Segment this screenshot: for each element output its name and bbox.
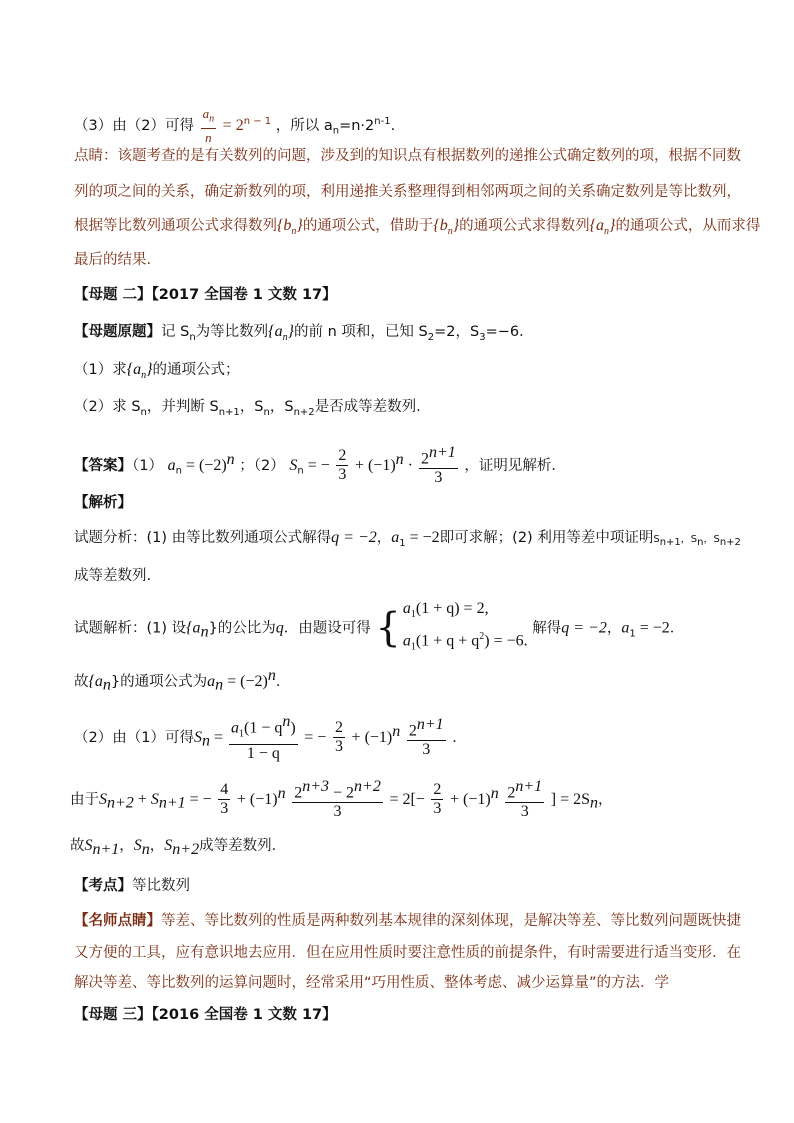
- math: $\{a_n\}$: [589, 217, 616, 238]
- text: 2: [334, 719, 343, 737]
- text: ，S: [269, 399, 294, 415]
- text: ): [290, 719, 296, 737]
- text: ，S: [703, 534, 720, 545]
- text: 2: [294, 784, 303, 802]
- text: b: [439, 217, 448, 234]
- text: S: [653, 534, 660, 545]
- text: 3: [333, 803, 342, 821]
- text: 的通项公式，从而求得: [615, 218, 761, 234]
- conclusion-line: 故$S_{n+1}$，$S_n$，$S_{n+2}$成等差数列．: [70, 837, 287, 858]
- small-math: $S_{n+1}$，$S_n$，$S_{n+2}$: [653, 534, 741, 548]
- text: a: [207, 672, 216, 690]
- text: ，证明见解析．: [464, 457, 566, 474]
- since-line: 由于$S_{n+2} + S_{n+1}$ = − $\frac{4}{3}$ + $(-1)^n$ $\frac{2^{n+3} - 2^{n+2}}{3}$ = 2[− $\frac{2}{3}$ + $(-1)^n$ $\frac{2^{n+1}}{3}$ ] = $2S_n$，: [70, 778, 613, 821]
- text: ] = 2S: [550, 790, 590, 808]
- text: 是否成等差数列.: [314, 399, 421, 415]
- text: = (−2): [181, 456, 227, 474]
- text: + (−1): [354, 456, 396, 474]
- text: 故: [70, 838, 85, 854]
- fraction: [419, 444, 458, 487]
- kaodian-line: [74, 876, 190, 896]
- text: 等比数列: [132, 878, 190, 894]
- text: 2: [338, 447, 347, 465]
- question-part-1: [74, 360, 240, 386]
- general-term-line: 故$\{a_n\}$的通项公式为$a_n = (-2)^n$．: [74, 667, 291, 694]
- math: $\{a_n\}$: [126, 361, 153, 382]
- text: + (−1): [351, 728, 393, 746]
- text: = 2[−: [389, 790, 425, 808]
- text: 【2016 全国卷 1 文数 17】: [151, 1007, 337, 1023]
- text: 3: [434, 469, 443, 487]
- text: a: [391, 529, 400, 546]
- equation-system: $a_1(1 + q) = 2$, $a_1(1 + q + q^2) = -6$.: [402, 600, 528, 653]
- text: (1 + q) = 2,: [415, 600, 489, 617]
- text: =n·2: [339, 117, 375, 134]
- text: n − 1: [243, 116, 272, 127]
- text: n+1: [428, 444, 456, 462]
- text: 3: [422, 741, 431, 759]
- text: 的通项公式；: [152, 362, 240, 378]
- text: 故: [74, 673, 89, 690]
- text: 的通项公式，借助于: [302, 218, 434, 234]
- text: n: [395, 451, 404, 468]
- text: (1 + q + q: [415, 632, 480, 650]
- text: S: [289, 456, 298, 474]
- text: 3: [338, 466, 347, 484]
- fraction: [218, 781, 230, 818]
- text: = 2: [222, 116, 244, 134]
- text: }的通项公式为: [110, 673, 208, 690]
- text: a: [402, 600, 411, 617]
- text: ；（2）: [239, 457, 285, 474]
- text: a: [202, 105, 210, 121]
- math: $\{b_n\}$: [433, 217, 460, 238]
- text: {a: [186, 619, 201, 637]
- text: n: [332, 125, 340, 137]
- text: （2）求 S: [74, 399, 141, 415]
- text: ·: [403, 456, 417, 474]
- dianjing-line-4: 最后的结果.: [74, 252, 152, 268]
- text: 2: [433, 781, 442, 799]
- text: 成等差数列．: [199, 838, 287, 854]
- section-title-3: [74, 1005, 337, 1025]
- fraction-an-over-n: [201, 105, 217, 148]
- text: b: [283, 217, 292, 234]
- text: 即可求解；(2) 利用等差中项证明: [439, 530, 654, 546]
- label: 【考点】: [74, 878, 132, 894]
- text: 【母题 三】: [74, 1007, 152, 1023]
- text: = −: [303, 456, 330, 474]
- analysis-label: 【解析】: [74, 495, 132, 511]
- answer-line: 【答案】（1） $a_n = (-2)^n$ ；（2） $S_n$ = − $\frac{2}{3}$ + $(-1)^n$ · $\frac{2^{n+1}}{3}$ ，证明见解析．: [74, 444, 566, 487]
- text: a: [596, 217, 605, 234]
- text: ，: [606, 620, 622, 637]
- text: 的通项公式求得数列: [459, 218, 590, 234]
- text: = (−2): [223, 672, 268, 690]
- part3-line: [74, 100, 395, 144]
- text: n: [226, 451, 235, 468]
- text: ．由题设可得: [283, 620, 371, 637]
- text: ，: [376, 530, 392, 546]
- text: n+3: [302, 778, 329, 796]
- label: 【答案】: [74, 457, 132, 474]
- section-title-2: [74, 285, 337, 305]
- text: 3: [334, 738, 343, 756]
- dianjing-line-1: 点睛：该题考查的是有关数列的问题，涉及到的知识点有根据数列的递推公式确定数列的项，根据不同数: [74, 148, 741, 164]
- part2-sum-line: （2）由（1）可得$S_n$ = $\frac{a_1(1 - q^n)}{1 - q}$ = − $\frac{2}{3}$ + $(-1)^n$ $\frac{2^{n+1}}{3}$ ．: [74, 713, 467, 762]
- text: + (−1): [450, 790, 491, 808]
- text: ，S: [239, 399, 264, 415]
- text: n+2: [354, 778, 381, 796]
- text: 【2017 全国卷 1 文数 17】: [151, 287, 337, 303]
- mingshi-line-3: 解决等差、等比数列的运算问题时，经常采用“巧用性质、整体考虑、减少运算量”的方法．学: [74, 975, 670, 991]
- text: 3: [220, 800, 229, 818]
- mingshi-line-2: 又方便的工具，应有意识地去应用．但在应用性质时要注意性质的前提条件，有时需要进行适当变形．在: [74, 945, 741, 961]
- text: ．: [669, 620, 685, 637]
- text: ，: [598, 791, 613, 808]
- text: = −2: [405, 529, 440, 546]
- text: q: [275, 619, 284, 637]
- text: 【母题 二】: [74, 287, 152, 303]
- text: 3: [479, 331, 486, 343]
- text: n: [189, 331, 196, 343]
- text: n+1: [218, 406, 240, 418]
- text: = −: [185, 790, 212, 808]
- text: ，: [119, 838, 134, 854]
- text: n-1: [374, 116, 391, 127]
- text: ，S: [680, 534, 698, 545]
- text: ，并判断 S: [146, 399, 219, 415]
- text: n+2: [293, 406, 315, 418]
- text: ．: [275, 673, 291, 690]
- text: ．: [452, 729, 467, 746]
- dianjing-line-2: 列的项之间的关系，确定新数列的项，利用递推关系整理得到相邻两项之间的关系确定数列是等比数列，: [74, 184, 741, 200]
- original-problem: [74, 322, 534, 348]
- fraction: [431, 781, 443, 818]
- text: a: [230, 719, 239, 737]
- text: ，所以 a: [275, 117, 333, 134]
- text: {a: [88, 672, 103, 690]
- brace: {: [375, 605, 401, 652]
- text: 2: [427, 331, 435, 343]
- analysis-line-1: 试题分析：(1) 由等比数列通项公式解得q = −2，$a_1 = -2$即可求解；(2) 利用等差中项证明$S_{n+1}$，$S_n$，$S_{n+2}$: [74, 529, 741, 549]
- dianjing-line-3: [74, 216, 760, 242]
- text: = −: [304, 728, 327, 746]
- analysis-line-2: 成等差数列.: [74, 568, 152, 584]
- fraction: [336, 447, 348, 484]
- fraction: [333, 719, 345, 756]
- text: （2）由（1）可得: [74, 729, 194, 746]
- text: 解得: [532, 620, 562, 637]
- fraction: $\frac{a_1(1 - q^n)}{1 - q}$: [230, 713, 296, 762]
- text: }的公比为: [208, 620, 276, 637]
- text: n: [205, 130, 212, 146]
- text: 1 − q: [246, 744, 280, 762]
- text: 根据等比数列通项公式求得数列: [74, 218, 277, 234]
- question-part-2: （2）求 $S_n$，并判断 $S_{n+1}$，$S_n$，$S_{n+2}$是否成等差数列.: [74, 399, 421, 418]
- math: $\{a_n\}$: [268, 323, 294, 344]
- text: n: [209, 113, 215, 125]
- text: 试题解析：(1) 设: [74, 620, 187, 637]
- text: =2，S: [434, 324, 480, 340]
- text: a: [402, 632, 411, 650]
- label: 【母题原题】: [74, 324, 161, 340]
- text: + (−1): [236, 790, 278, 808]
- text: 3: [433, 800, 442, 818]
- fraction: $\frac{2^{n+1}}{3}$: [408, 716, 444, 759]
- text: =−6．: [485, 324, 534, 340]
- text: （1）求: [74, 362, 127, 378]
- math: $\{b_n\}$: [277, 217, 303, 238]
- text: − 2: [329, 784, 355, 802]
- text: a: [621, 619, 630, 637]
- text: a: [167, 456, 176, 474]
- text: 2: [420, 450, 429, 468]
- fraction: $\frac{2^{n+1}}{3}$: [507, 778, 543, 821]
- mingshi-line-1: [74, 911, 741, 931]
- text: ，: [149, 838, 165, 854]
- text: .: [390, 117, 396, 134]
- text: 的前 n 项和，已知 S: [293, 324, 428, 340]
- text: = −2: [635, 619, 670, 637]
- text: （3）由（2）可得: [74, 117, 194, 134]
- text: 记 S: [161, 324, 190, 340]
- text: (1 − q: [243, 719, 283, 737]
- text: 为等比数列: [195, 324, 269, 340]
- solution-line-1: 试题解析：(1) 设$\{a_n\}$的公比为q．由题设可得 { $a_1(1 + q) = 2$, $a_1(1 + q + q^2) = -6$. 解得q = −2，$a_1 = -2$．: [74, 598, 684, 650]
- text: q = −2: [331, 529, 377, 546]
- label: 【名师点睛】: [74, 913, 161, 929]
- text: ) = −6.: [484, 632, 528, 650]
- text: 等差、等比数列的性质是两种数列基本规律的深刻体现，是解决等差、等比数列问题既快捷: [161, 913, 741, 929]
- text: 试题分析：(1) 由等比数列通项公式解得: [74, 530, 332, 546]
- text: （1）: [132, 457, 163, 474]
- text: q = −2: [561, 619, 607, 637]
- text: 由于: [70, 791, 99, 808]
- text: 3: [520, 803, 529, 821]
- text: 4: [220, 781, 229, 799]
- fraction: [292, 778, 383, 821]
